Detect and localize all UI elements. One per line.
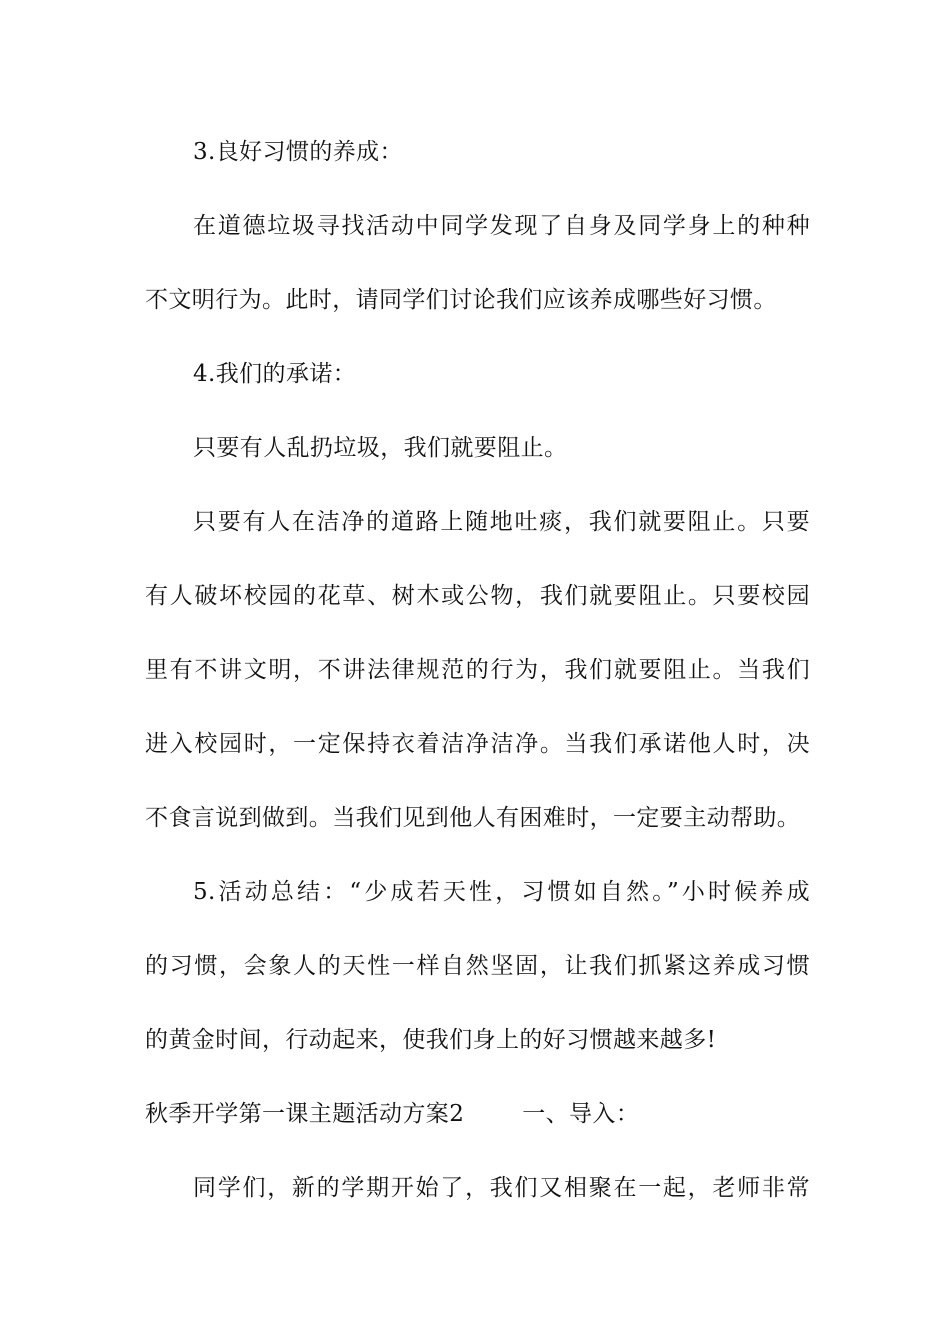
summary-line: 的习惯，会象人的天性一样自然坚固，让我们抓紧这养成习惯 [145, 953, 810, 979]
summary-line: 5.活动总结：“少成若天性，习惯如自然。”小时候养成 [193, 879, 810, 905]
heading-our-promise: 4.我们的承诺： [193, 361, 357, 387]
promise-line: 有人破坏校园的花草、树木或公物，我们就要阻止。只要校园 [145, 583, 810, 609]
promise-line: 里有不讲文明，不讲法律规范的行为，我们就要阻止。当我们 [145, 657, 810, 683]
plan2-section-heading: 一、导入： [522, 1101, 640, 1127]
paragraph-line: 在道德垃圾寻找活动中同学发现了自身及同学身上的种种 [193, 213, 810, 239]
paragraph-line: 不文明行为。此时，请同学们讨论我们应该养成哪些好习惯。 [145, 287, 777, 313]
promise-line: 只要有人乱扔垃圾，我们就要阻止。 [193, 435, 568, 461]
plan2-heading [145, 1099, 810, 1129]
intro-line: 同学们，新的学期开始了，我们又相聚在一起，老师非常 [193, 1175, 810, 1201]
promise-line: 不食言说到做到。当我们见到他人有困难时，一定要主动帮助。 [145, 805, 801, 831]
promise-line: 进入校园时，一定保持衣着洁净洁净。当我们承诺他人时，决 [145, 731, 810, 757]
summary-line: 的黄金时间，行动起来，使我们身上的好习惯越来越多! [145, 1027, 717, 1053]
heading-good-habits: 3.良好习惯的养成： [193, 139, 403, 165]
promise-line: 只要有人在洁净的道路上随地吐痰，我们就要阻止。只要 [193, 509, 810, 535]
plan2-title: 秋季开学第一课主题活动方案2 [145, 1101, 465, 1127]
